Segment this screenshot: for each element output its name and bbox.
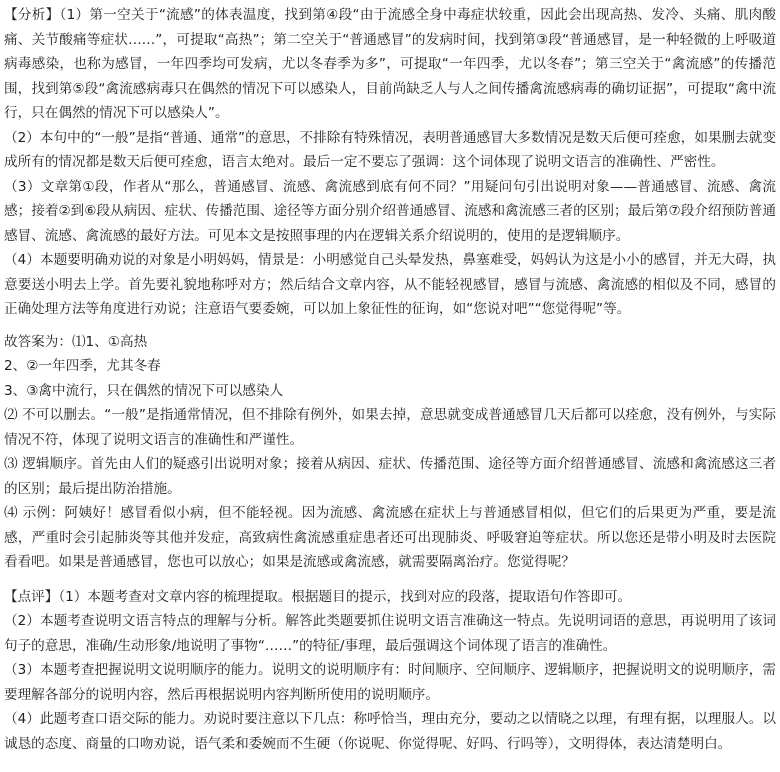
answer-line-1: 故答案为：⑴1、①高热 [4,333,148,350]
analysis-paragraph-2: （2）本句中的“一般”是指“普通、通常”的意思，不排除有特殊情况，表明普通感冒大多数情况是数天后便可痊愈，如果删去就变成所有的情况都是数天后便可痊愈，语言太绝对。最后一定不要忘了强调：这个词体现了说明文语言的准确性、严密性。 [4,129,776,170]
review-paragraph-2: （2）本题考查说明文语言特点的理解与分析。解答此类题要抓住说明文语言准确这一特点。先说明词语的意思，再说明用了该词句子的意思，准确/生动形象/地说明了事物“……”的特征/事理，最后强调这个词体现了语言的准确性。 [4,613,776,654]
review-paragraph-4: （4）此题考查口语交际的能力。劝说时要注意以下几点：称呼恰当，理由充分，要动之以情晓之以理，有理有据，以理服人。以诚恳的态度、商量的口吻劝说，语气柔和委婉而不生硬（你说呢、你觉得呢、好吗、行吗等），文明得体，表达清楚明白。 [4,711,776,752]
answer-line-5: ⑶ 逻辑顺序。首先由人们的疑惑引出说明对象；接着从病因、症状、传播范围、途径等方面介绍普通感冒、流感和禽流感这三者的区别；最后提出防治措施。 [4,456,776,497]
answer-section [4,330,776,575]
analysis-paragraph-1: 【分析】（1）第一空关于“流感”的体表温度，找到第④段“由于流感全身中毒症状较重，因此会出现高热、发冷、头痛、肌肉酸痛、关节酸痛等症状……”，可提取“高热”；第二空关于“普通感冒”的发病时间，找到第③段“普通感冒，是一种轻微的上呼吸道病毒感染，也称为感冒，一年四季均可发病，尤以冬春季为多”，可提取“一年四季，尤以冬春”；第三空关于“禽流感”的传播范围，找到第⑤段“禽流感病毒只在偶然的情况下可以感染人，目前尚缺乏人与人之间传播禽流感病毒的确切证据”，可提取“禽中流行，只在偶然的情况下可以感染人”。 [4,7,776,121]
review-paragraph-3: （3）本题考查把握说明文说明顺序的能力。说明文的说明顺序有：时间顺序、空间顺序、逻辑顺序，把握说明文的说明顺序，需要理解各部分的说明内容，然后再根据说明内容判断所使用的说明顺序。 [4,662,776,703]
analysis-section [4,3,776,322]
answer-line-2: 2、②一年四季，尤其冬春 [4,358,161,374]
answer-line-3: 3、③禽中流行，只在偶然的情况下可以感染人 [4,382,284,399]
analysis-paragraph-4: （4）本题要明确劝说的对象是小明妈妈，情景是：小明感觉自己头晕发热，鼻塞难受，妈妈认为这是小小的感冒，并无大碍，执意要送小明去上学。首先要礼貌地称呼对方；然后结合文章内容，从不能轻视感冒，感冒与流感、禽流感的相似及不同，感冒的正确处理方法等角度进行劝说；注意语气要委婉，可以加上象征性的征询，如“您说对吧”“您觉得呢”等。 [4,252,776,317]
answer-line-6: ⑷ 示例：阿姨好！感冒看似小病，但不能轻视。因为流感、禽流感在症状上与普通感冒相似，但它们的后果更为严重，要是流感，严重时会引起肺炎等其他并发症，高致病性禽流感重症患者还可出现肺炎、呼吸窘迫等症状。所以您还是带小明及时去医院看看吧。如果是普通感冒，您也可以放心；如果是流感或禽流感，就需要隔离治疗。您觉得呢？ [4,505,776,570]
review-paragraph-1: 【点评】（1）本题考查对文章内容的梳理提取。根据题目的提示，找到对应的段落，提取语句作答即可。 [4,588,632,605]
answer-line-4: ⑵ 不可以删去。“一般”是指通常情况，但不排除有例外，如果去掉，意思就变成普通感冒几天后都可以痊愈，没有例外，与实际情况不符，体现了说明文语言的准确性和严谨性。 [4,407,776,448]
analysis-paragraph-3: （3）文章第①段，作者从“那么，普通感冒、流感、禽流感到底有何不同？”用疑问句引出说明对象——普通感冒、流感、禽流感；接着②到⑥段从病因、症状、传播范围、途径等方面分别介绍普通感冒、流感和禽流感三者的区别；最后第⑦段介绍预防普通感冒、流感、禽流感的最好方法。可见本文是按照事理的内在逻辑关系介绍说明的，使用的是逻辑顺序。 [4,178,776,244]
review-section [4,585,776,757]
